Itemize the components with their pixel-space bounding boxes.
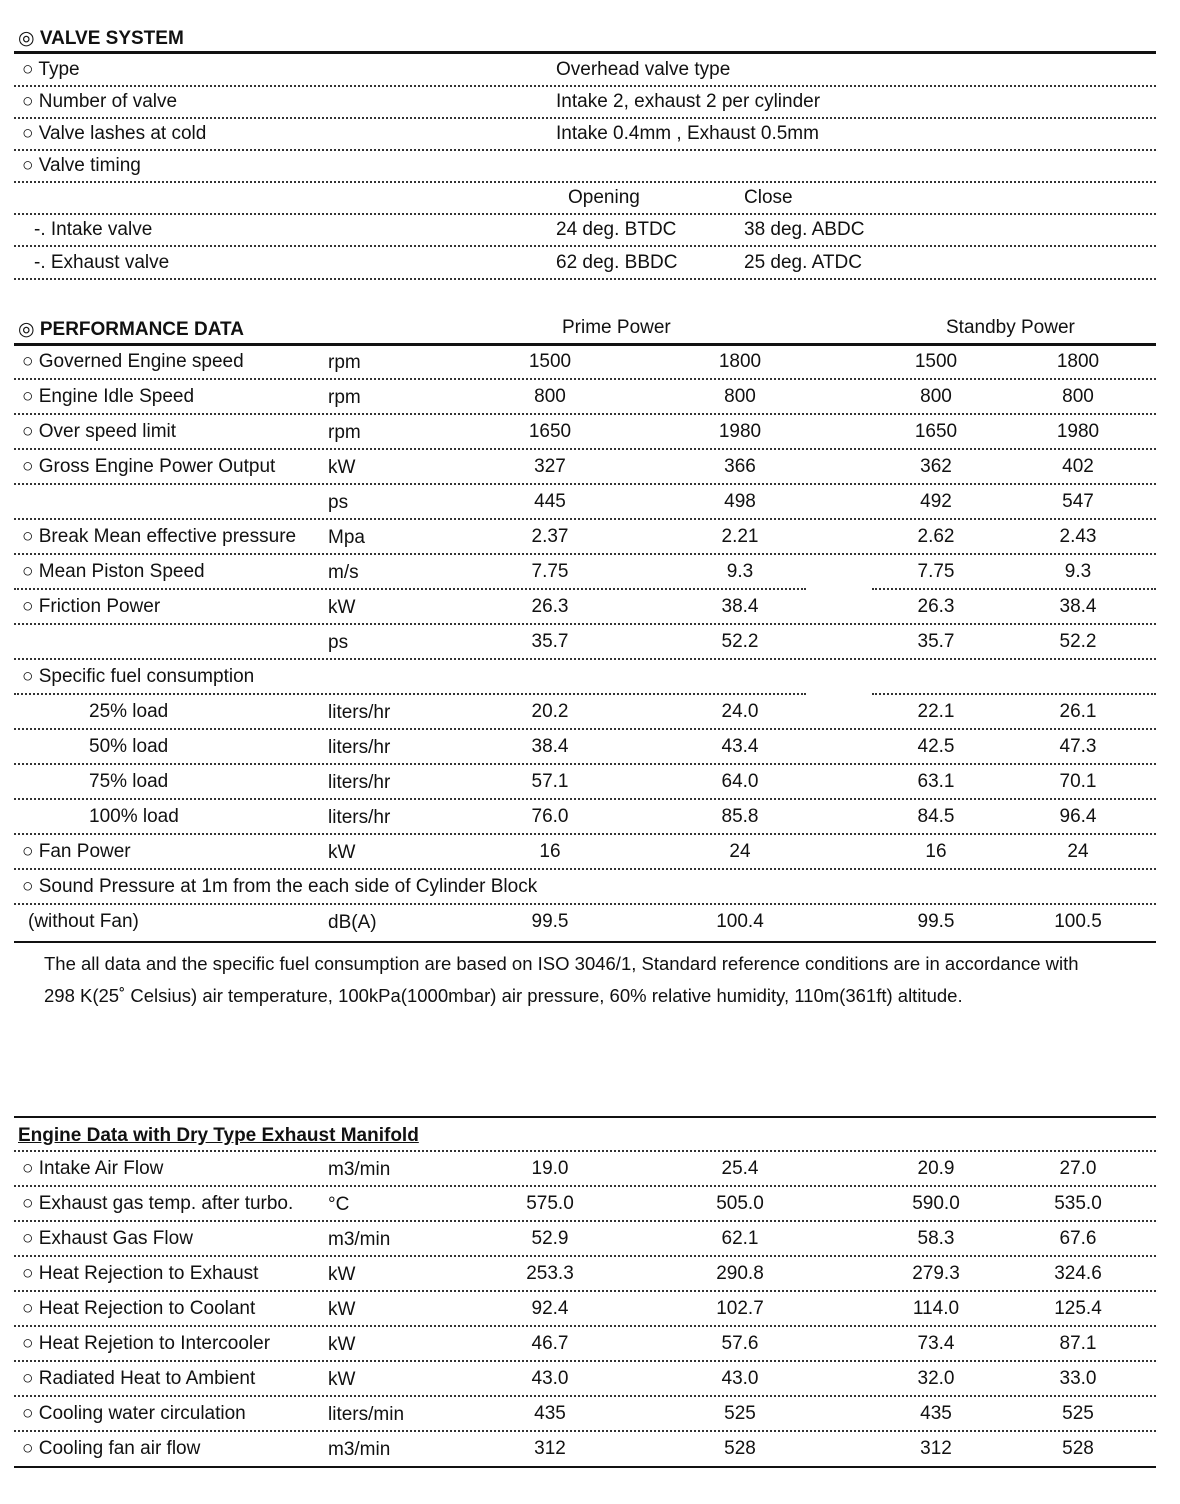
- perf-value: 1800: [718, 351, 762, 372]
- perf-value: 100.4: [716, 911, 764, 932]
- perf-value: 70.1: [1059, 771, 1097, 792]
- perf-value: 1980: [718, 421, 762, 442]
- valve-system-top-rule: [14, 51, 1156, 54]
- engine-value: 312: [534, 1438, 566, 1459]
- engine-value: 25.4: [721, 1158, 759, 1179]
- engine-row-unit: m3/min: [328, 1439, 391, 1460]
- engine-value: 535.0: [1054, 1193, 1102, 1214]
- perf-value: 96.4: [1059, 806, 1097, 827]
- engine-row-label: ○ Cooling fan air flow: [22, 1438, 201, 1459]
- perf-row-unit: liters/hr: [328, 702, 391, 723]
- divider: [14, 798, 1156, 800]
- perf-value: 99.5: [917, 911, 955, 932]
- engine-value: 27.0: [1059, 1158, 1097, 1179]
- divider: [872, 588, 1156, 590]
- divider: [14, 518, 1156, 520]
- engine-row-unit: kW: [328, 1264, 356, 1285]
- standard-note-line2: 298 K(25˚ Celsius) air temperature, 100kPa(1000mbar) air pressure, 60% relative humidity, 110m(361ft) altitude.: [44, 985, 963, 1006]
- divider: [14, 903, 1156, 905]
- perf-value: 327: [534, 456, 566, 477]
- engine-row-unit: kW: [328, 1334, 356, 1355]
- perf-value: 16: [539, 841, 561, 862]
- perf-value: 16: [925, 841, 947, 862]
- divider: [14, 1325, 1156, 1327]
- perf-row-unit: m/s: [328, 562, 359, 583]
- perf-value: 99.5: [531, 911, 569, 932]
- perf-row-label: ○ Governed Engine speed: [22, 351, 244, 372]
- divider: [14, 553, 1156, 555]
- engine-value: 324.6: [1054, 1263, 1102, 1284]
- engine-value: 58.3: [917, 1228, 955, 1249]
- perf-value: 2.62: [917, 526, 955, 547]
- perf-value: 402: [1062, 456, 1094, 477]
- divider: [14, 278, 1156, 280]
- perf-row-label: ○ Specific fuel consumption: [22, 666, 255, 687]
- divider: [14, 483, 1156, 485]
- engine-value: 62.1: [721, 1228, 759, 1249]
- engine-row-unit: m3/min: [328, 1159, 391, 1180]
- divider: [14, 1255, 1156, 1257]
- exhaust-valve-close: 25 deg. ATDC: [744, 252, 862, 273]
- perf-value: 64.0: [721, 771, 759, 792]
- perf-row-label: 25% load: [89, 701, 169, 722]
- perf-value: 52.2: [721, 631, 759, 652]
- engine-value: 73.4: [917, 1333, 955, 1354]
- valve-type-label: ○ Type: [22, 59, 80, 80]
- perf-value: 35.7: [917, 631, 955, 652]
- engine-row-label: ○ Exhaust Gas Flow: [22, 1228, 193, 1249]
- perf-row-label: ○ Engine Idle Speed: [22, 386, 195, 407]
- engine-value: 20.9: [917, 1158, 955, 1179]
- perf-value: 1500: [914, 351, 958, 372]
- perf-value: 24: [1067, 841, 1089, 862]
- engine-row-label: ○ Heat Rejection to Coolant: [22, 1298, 256, 1319]
- divider: [872, 693, 1156, 695]
- perf-value: 100.5: [1054, 911, 1102, 932]
- divider: [14, 245, 1156, 247]
- divider: [14, 658, 1156, 660]
- perf-row-unit: kW: [328, 842, 356, 863]
- perf-value: 800: [534, 386, 566, 407]
- divider: [14, 693, 806, 695]
- perf-value: 1800: [1056, 351, 1100, 372]
- divider: [14, 1290, 1156, 1292]
- engine-value: 125.4: [1054, 1298, 1102, 1319]
- perf-value: 7.75: [917, 561, 955, 582]
- perf-row-label: 75% load: [89, 771, 169, 792]
- perf-row-label: 50% load: [89, 736, 169, 757]
- divider: [14, 413, 1156, 415]
- perf-value: 366: [724, 456, 756, 477]
- perf-row-unit: dB(A): [328, 912, 377, 933]
- engine-row-label: ○ Radiated Heat to Ambient: [22, 1368, 256, 1389]
- perf-value: 2.43: [1059, 526, 1097, 547]
- engine-value: 575.0: [526, 1193, 574, 1214]
- perf-value: 20.2: [531, 701, 569, 722]
- engine-row-unit: m3/min: [328, 1229, 391, 1250]
- engine-value: 46.7: [531, 1333, 569, 1354]
- intake-valve-opening: 24 deg. BTDC: [556, 219, 677, 240]
- valve-lashes-label: ○ Valve lashes at cold: [22, 123, 207, 144]
- engine-value: 33.0: [1059, 1368, 1097, 1389]
- perf-value: 498: [724, 491, 756, 512]
- divider: [14, 117, 1156, 119]
- exhaust-valve-label: -. Exhaust valve: [34, 252, 170, 273]
- divider: [14, 1430, 1156, 1432]
- engine-value: 43.0: [721, 1368, 759, 1389]
- divider: [14, 85, 1156, 87]
- engine-value: 505.0: [716, 1193, 764, 1214]
- perf-row-unit: Mpa: [328, 527, 365, 548]
- timing-opening-header: Opening: [568, 187, 640, 208]
- engine-value: 92.4: [531, 1298, 569, 1319]
- perf-row-unit: ps: [328, 492, 349, 513]
- perf-row-label: ○ Sound Pressure at 1m from the each side of Cylinder Block: [22, 876, 538, 897]
- engine-value: 528: [1062, 1438, 1094, 1459]
- valve-lashes-value: Intake 0.4mm , Exhaust 0.5mm: [556, 123, 819, 144]
- perf-value: 800: [724, 386, 756, 407]
- perf-row-label: ○ Friction Power: [22, 596, 161, 617]
- engine-value: 279.3: [912, 1263, 960, 1284]
- valve-type-value: Overhead valve type: [556, 59, 731, 80]
- perf-value: 1650: [528, 421, 572, 442]
- performance-bottom-rule: [14, 941, 1156, 943]
- engine-row-label: ○ Heat Rejection to Exhaust: [22, 1263, 259, 1284]
- engine-row-unit: kW: [328, 1369, 356, 1390]
- performance-top-rule: [14, 343, 1156, 346]
- engine-value: 87.1: [1059, 1333, 1097, 1354]
- divider: [14, 378, 1156, 380]
- perf-row-unit: ps: [328, 632, 349, 653]
- engine-data-bottom-rule: [14, 1466, 1156, 1468]
- engine-value: 67.6: [1059, 1228, 1097, 1249]
- perf-value: 22.1: [917, 701, 955, 722]
- divider: [14, 728, 1156, 730]
- engine-value: 590.0: [912, 1193, 960, 1214]
- engine-value: 52.9: [531, 1228, 569, 1249]
- perf-row-label: ○ Gross Engine Power Output: [22, 456, 276, 477]
- perf-value: 35.7: [531, 631, 569, 652]
- perf-value: 38.4: [531, 736, 569, 757]
- engine-value: 102.7: [716, 1298, 764, 1319]
- perf-value: 547: [1062, 491, 1094, 512]
- divider: [14, 868, 1156, 870]
- perf-value: 26.1: [1059, 701, 1097, 722]
- perf-value: 9.3: [1064, 561, 1092, 582]
- standard-note-line1: The all data and the specific fuel consumption are based on ISO 3046/1, Standard reference conditions are in accordance with: [44, 953, 1079, 974]
- perf-row-unit: kW: [328, 597, 356, 618]
- perf-value: 800: [1062, 386, 1094, 407]
- perf-row-unit: liters/hr: [328, 807, 391, 828]
- perf-row-unit: rpm: [328, 352, 361, 373]
- engine-value: 435: [534, 1403, 566, 1424]
- engine-value: 525: [724, 1403, 756, 1424]
- perf-value: 9.3: [726, 561, 754, 582]
- divider: [14, 588, 806, 590]
- perf-value: 84.5: [917, 806, 955, 827]
- valve-system-title: ◎ VALVE SYSTEM: [18, 28, 184, 49]
- engine-value: 114.0: [912, 1298, 960, 1319]
- engine-row-label: ○ Heat Rejetion to Intercooler: [22, 1333, 271, 1354]
- perf-row-unit: rpm: [328, 422, 361, 443]
- perf-row-label: ○ Fan Power: [22, 841, 131, 862]
- engine-value: 312: [920, 1438, 952, 1459]
- perf-row-label: ○ Break Mean effective pressure: [22, 526, 297, 547]
- engine-value: 435: [920, 1403, 952, 1424]
- prime-power-header: Prime Power: [562, 317, 671, 338]
- divider: [14, 149, 1156, 151]
- perf-value: 1500: [528, 351, 572, 372]
- perf-row-label: (without Fan): [28, 911, 139, 932]
- engine-row-unit: liters/min: [328, 1404, 405, 1425]
- engine-value: 32.0: [917, 1368, 955, 1389]
- engine-value: 528: [724, 1438, 756, 1459]
- perf-value: 76.0: [531, 806, 569, 827]
- engine-row-label: ○ Cooling water circulation: [22, 1403, 246, 1424]
- timing-close-header: Close: [744, 187, 793, 208]
- divider: [14, 763, 1156, 765]
- perf-value: 57.1: [531, 771, 569, 792]
- engine-data-title: Engine Data with Dry Type Exhaust Manifold: [18, 1125, 419, 1146]
- engine-row-label: ○ Exhaust gas temp. after turbo.: [22, 1193, 294, 1214]
- perf-value: 47.3: [1059, 736, 1097, 757]
- engine-data-top-rule: [14, 1116, 1156, 1118]
- engine-value: 253.3: [526, 1263, 574, 1284]
- engine-value: 43.0: [531, 1368, 569, 1389]
- perf-value: 2.21: [721, 526, 759, 547]
- perf-value: 26.3: [917, 596, 955, 617]
- perf-value: 63.1: [917, 771, 955, 792]
- perf-value: 362: [920, 456, 952, 477]
- divider: [14, 181, 1156, 183]
- perf-row-unit: liters/hr: [328, 772, 391, 793]
- perf-value: 85.8: [721, 806, 759, 827]
- perf-row-label: ○ Over speed limit: [22, 421, 177, 442]
- valve-number-label: ○ Number of valve: [22, 91, 178, 112]
- engine-value: 57.6: [721, 1333, 759, 1354]
- divider: [14, 1395, 1156, 1397]
- performance-title: ◎ PERFORMANCE DATA: [18, 319, 244, 340]
- divider: [14, 623, 1156, 625]
- perf-value: 26.3: [531, 596, 569, 617]
- perf-value: 2.37: [531, 526, 569, 547]
- perf-value: 42.5: [917, 736, 955, 757]
- engine-row-label: ○ Intake Air Flow: [22, 1158, 164, 1179]
- divider: [14, 448, 1156, 450]
- perf-value: 24.0: [721, 701, 759, 722]
- perf-value: 43.4: [721, 736, 759, 757]
- perf-value: 52.2: [1059, 631, 1097, 652]
- engine-value: 525: [1062, 1403, 1094, 1424]
- exhaust-valve-opening: 62 deg. BBDC: [556, 252, 678, 273]
- perf-row-unit: rpm: [328, 387, 361, 408]
- divider: [14, 1360, 1156, 1362]
- perf-value: 38.4: [721, 596, 759, 617]
- valve-number-value: Intake 2, exhaust 2 per cylinder: [556, 91, 821, 112]
- engine-value: 19.0: [531, 1158, 569, 1179]
- divider: [14, 1185, 1156, 1187]
- intake-valve-close: 38 deg. ABDC: [744, 219, 865, 240]
- perf-value: 445: [534, 491, 566, 512]
- perf-value: 492: [920, 491, 952, 512]
- perf-row-label: 100% load: [89, 806, 179, 827]
- divider: [14, 213, 1156, 215]
- divider: [14, 833, 1156, 835]
- perf-value: 7.75: [531, 561, 569, 582]
- intake-valve-label: -. Intake valve: [34, 219, 153, 240]
- perf-row-label: ○ Mean Piston Speed: [22, 561, 205, 582]
- perf-value: 38.4: [1059, 596, 1097, 617]
- perf-value: 1650: [914, 421, 958, 442]
- engine-value: 290.8: [716, 1263, 764, 1284]
- perf-value: 1980: [1056, 421, 1100, 442]
- valve-timing-label: ○ Valve timing: [22, 155, 141, 176]
- engine-row-unit: °C: [328, 1194, 350, 1215]
- engine-row-unit: kW: [328, 1299, 356, 1320]
- divider: [14, 1150, 1156, 1152]
- perf-row-unit: kW: [328, 457, 356, 478]
- divider: [14, 1220, 1156, 1222]
- perf-value: 800: [920, 386, 952, 407]
- perf-row-unit: liters/hr: [328, 737, 391, 758]
- standby-power-header: Standby Power: [946, 317, 1075, 338]
- perf-value: 24: [729, 841, 751, 862]
